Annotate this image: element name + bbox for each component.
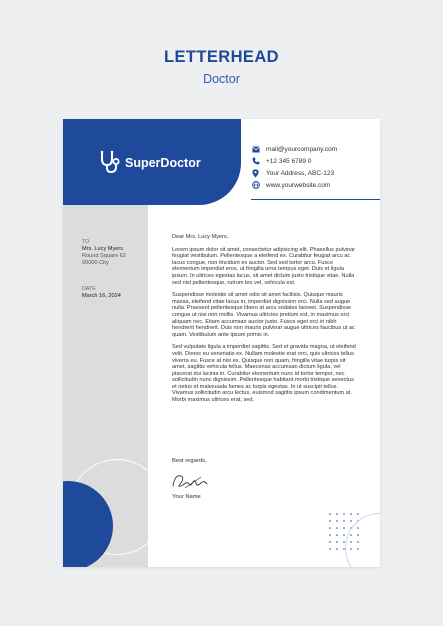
letterhead-sheet [63,119,380,567]
recipient-address-line1: Round Square 62 [82,253,126,259]
brand-block [63,119,241,205]
globe-icon [251,181,260,190]
recipient-name: Mrs. Lucy Myers [82,246,124,252]
location-pin-icon [251,169,260,178]
signature-icon [171,468,211,492]
stethoscope-icon [96,149,122,175]
signer-name: Your Name [172,494,201,500]
date-label: DATE [82,286,96,292]
contact-address-row[interactable] [251,167,337,179]
recipient-address-line2: 00000 City [82,260,109,266]
contact-address: Your Address, ABC-123 [266,169,335,177]
recipient-block [82,239,144,300]
contact-phone: +12 345 6789 0 [266,157,312,165]
letter-date: March 16, 2024 [82,293,121,299]
page-header [0,48,443,86]
to-label: TO [82,239,90,245]
letter-greeting: Dear Mrs. Lucy Myers, [172,234,229,240]
brand-name: SuperDoctor [125,156,201,170]
closing-text: Best regards, [172,458,207,464]
letter-paragraph-1: Lorem ipsum dolor sit amet, consectetur adipiscing elit. Phasellus pulvinar feugiat vestibulum. Pellentesque a eleifend ex. Curabitur feugiat arcu ac lacus congue, non tincidunt ex auctor. Sed sed tortor arcu. Fusce elementum imperdiet eros, ut fringilla urna tempus eget. Duis et ligula ipsum. In ultrices egestas lacus, sit amet dictum justo tristique vitae. Nulla sed nisl pellentesque, rutrum leo vel, vehicula est. [172,246,356,286]
contact-email: mail@yourcompany.com [266,145,338,153]
contact-website: www.yourwebsite.com [266,181,331,189]
envelope-icon [251,145,260,154]
letter-paragraph-2: Suspendisse molestie sit amet odio sit amet facilisis. Quisque mauris massa, eleifend vitae lacus in, imperdiet dignissim orci. Nulla sed augue nulla. Praesent pellentesque libero at arcu sodales laoreet. Suspendisse congue ut nisi non mollis. Vivamus ultricies pretium est, in maximus orci aliquam nec. Etiam accumsan auctor justo. Fusce eget orci in nibh hendrerit hendrerit. Duis non mauris pulvinar augue ultrices faucibus ut ac quam. Vestibulum ante ipsum primis in. [172,292,355,338]
page-subtitle: Doctor [203,72,240,86]
contact-email-row[interactable] [251,143,337,155]
contact-info [251,143,337,191]
header-divider [251,199,380,200]
page-title: LETTERHEAD [164,48,279,66]
phone-icon [251,157,260,166]
contact-website-row[interactable] [251,179,337,191]
letter-paragraph-3: Sed vulputate ligula a imperdiet sagittis. Sed et gravida magna, ut eleifend velit. Donec eu venenatis ex. Nullam molestie erat orci, quis ultrices tellus viverra eu. Fusce at nisi ex. Quisque non quam, fringilla vitae turpis sit amet, sagittis vehicula tellus. Maecenas accumsan dictum ligula, vel placerat dui lacinia in. Curabitur elementum nunc id tortor tempor, nec sollicitudin nunc dignissim. Pellentesque habitant morbi tristique senectus et netus et malesuada fames ac turpis egestas. In ut suscipit tellus. Vivamus sollicitudin arcu lectus, euismod sagittis ipsum condimentum at. Morbi maximus ultrices erat, sed. [172,344,356,404]
contact-phone-row[interactable] [251,155,337,167]
letter-body [172,234,356,410]
